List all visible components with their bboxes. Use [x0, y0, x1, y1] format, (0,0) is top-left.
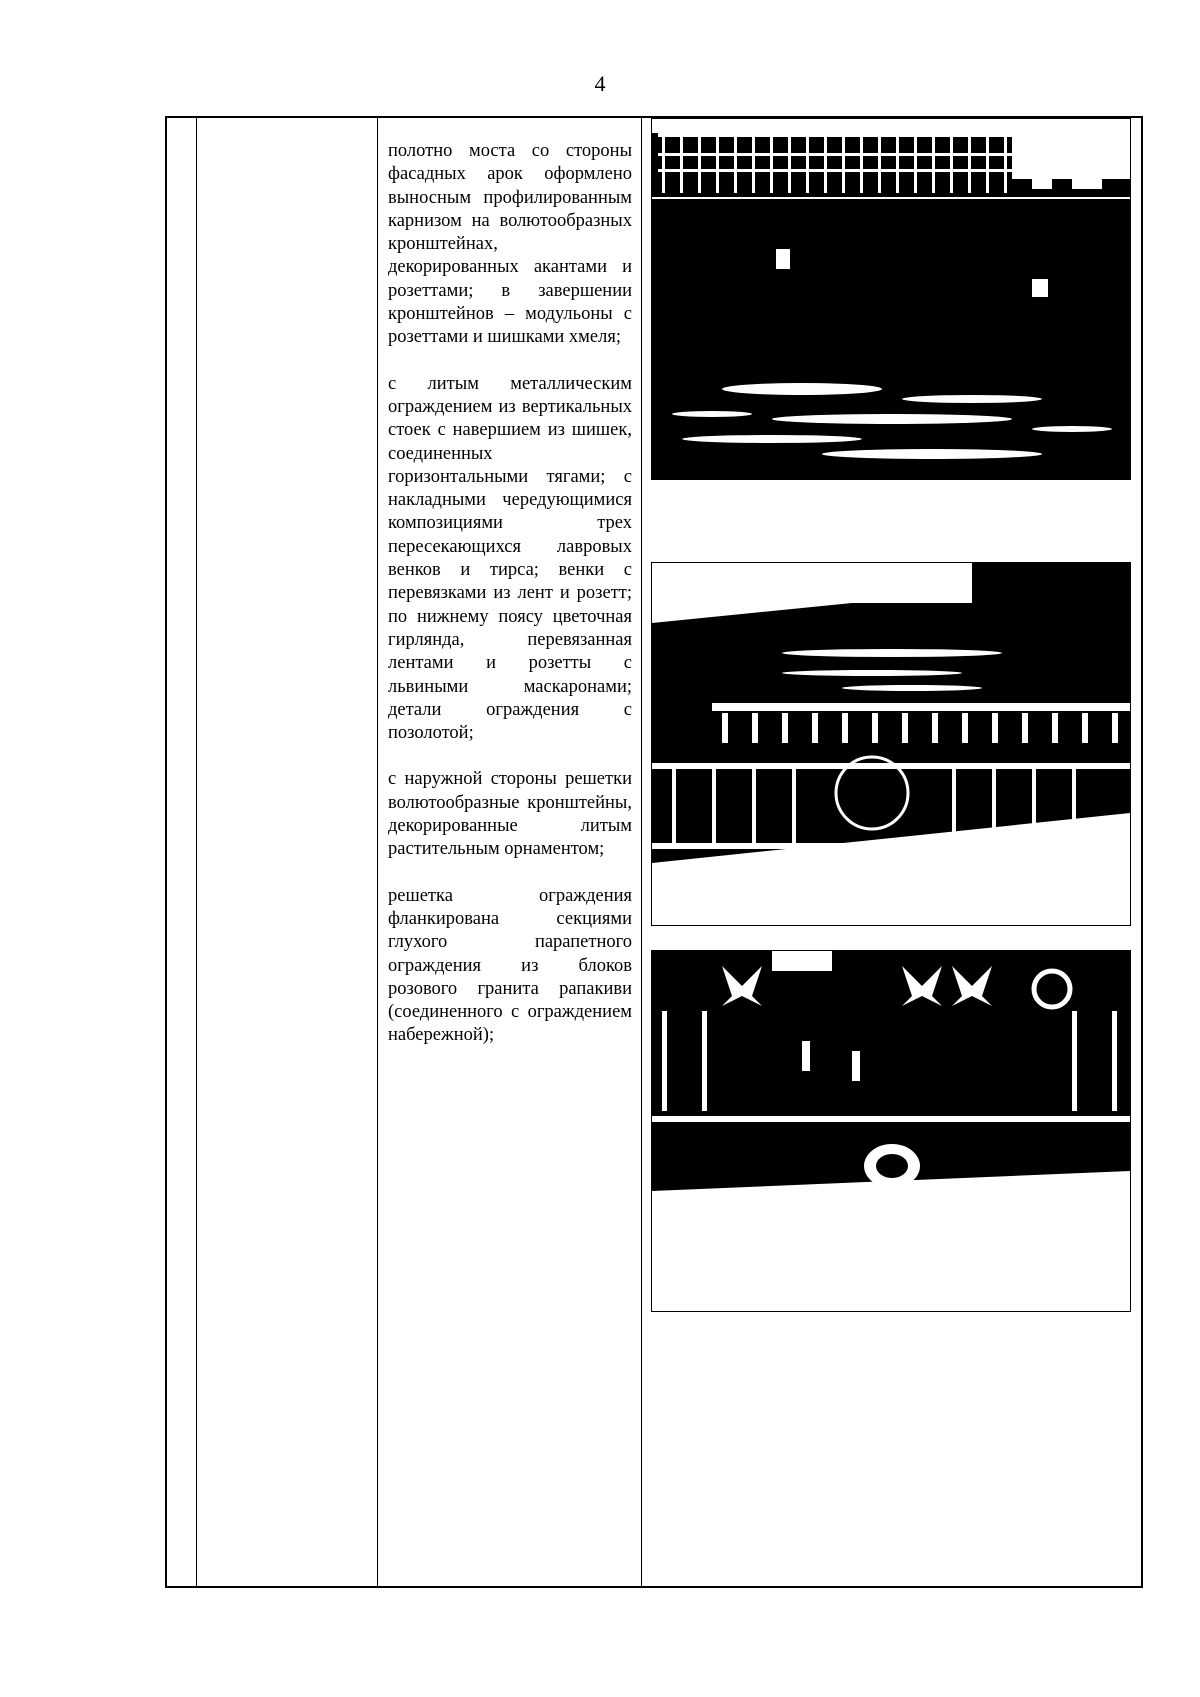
bridge-facade-photo: [651, 118, 1131, 480]
railing-embankment-photo: [651, 562, 1131, 926]
paragraph-parapet: решетка ограждения фланкирована секциями глухого парапетного ограждения из блоков розового гранита рапакиви (соединенного с ограждением набережной);: [388, 885, 632, 1046]
paragraph-cornice: полотно моста со стороны фасадных арок оформлено выносным профилированным карнизом на волютообразных кронштейнах, декорированных акантами и розеттами; в завершении кронштейнов – модульоны с розеттами и шишками хмеля;: [388, 141, 632, 348]
column-divider-1: [196, 118, 197, 1586]
paragraph-brackets: с наружной стороны решетки волютообразные кронштейны, декорированные литым растительным орнаментом;: [388, 769, 632, 860]
railing-embankment-image: [652, 563, 1130, 925]
paragraph-railing: с литым металлическим ограждением из вертикальных стоек с навершием из шишек, соединенных горизонтальными тягами; с накладными чередующимися композициями трех пересекающихся лавровых венков и тирса; венки с перевязками из лент и розетт; по нижнему поясу цветочная гирлянда, перевязанная лентами и розетты с львиными маскаронами; детали ограждения с позолотой;: [388, 373, 632, 744]
railing-detail-image: [652, 951, 1130, 1311]
column-divider-2: [377, 118, 378, 1586]
column-divider-3: [641, 118, 642, 1586]
bridge-facade-image: [652, 119, 1130, 479]
page-number: 4: [594, 71, 606, 96]
description-table: [165, 116, 1143, 1588]
railing-detail-photo: [651, 950, 1131, 1312]
description-text: [388, 140, 632, 1071]
